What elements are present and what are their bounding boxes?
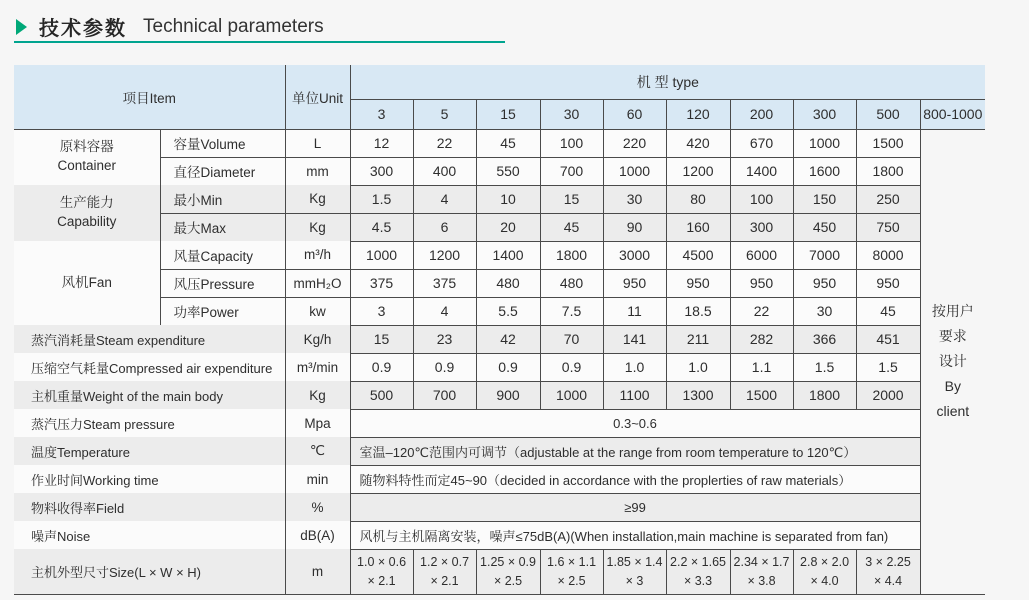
dimension-cell xyxy=(793,549,856,594)
table-row xyxy=(14,521,985,549)
unit-cell: % xyxy=(285,493,350,521)
value-cell: 375 xyxy=(413,269,476,297)
value-cell: 15 xyxy=(350,325,413,353)
value-cell: 1000 xyxy=(350,241,413,269)
header-item: 项目Item xyxy=(14,65,285,129)
group-label xyxy=(14,241,160,325)
value-cell: 30 xyxy=(793,297,856,325)
group-label xyxy=(14,185,160,241)
header-model: 3 xyxy=(350,99,413,129)
value-cell: 7.5 xyxy=(540,297,603,325)
value-cell: 900 xyxy=(476,381,540,409)
dimension-line: × 2.5 xyxy=(493,573,523,588)
unit-cell: mmH₂O xyxy=(285,269,350,297)
value-cell: 220 xyxy=(603,129,666,157)
value-cell: 1.5 xyxy=(856,353,920,381)
table-row xyxy=(14,241,985,269)
header-model: 15 xyxy=(476,99,540,129)
group-label-line: 原料容器 xyxy=(59,139,114,155)
unit-cell: ℃ xyxy=(285,437,350,465)
unit-cell: dB(A) xyxy=(285,521,350,549)
table-row xyxy=(14,409,985,437)
dimension-line: × 2.1 xyxy=(430,573,459,588)
dimension-line: 2.8 × 2.0 xyxy=(800,554,850,569)
side-note-line: 设计 xyxy=(938,353,967,369)
span-value-cell: 随物料特性而定45~90（decided in accordance with the proplerties of raw materials） xyxy=(350,465,920,493)
value-cell: 0.9 xyxy=(540,353,603,381)
value-cell: 950 xyxy=(666,269,730,297)
unit-cell: mm xyxy=(285,157,350,185)
row-label: 蒸汽压力Steam pressure xyxy=(14,409,285,437)
value-cell: 8000 xyxy=(856,241,920,269)
table-row xyxy=(14,353,985,381)
row-label: 物料收得率Field xyxy=(14,493,285,521)
dimension-cell xyxy=(350,549,413,594)
value-cell: 300 xyxy=(350,157,413,185)
row-label: 主机外型尺寸Size(L × W × H) xyxy=(14,549,285,594)
unit-cell: Kg xyxy=(285,213,350,241)
unit-cell: m xyxy=(285,549,350,594)
value-cell: 11 xyxy=(603,297,666,325)
value-cell: 1000 xyxy=(540,381,603,409)
row-label: 噪声Noise xyxy=(14,521,285,549)
value-cell: 6 xyxy=(413,213,476,241)
value-cell: 2000 xyxy=(856,381,920,409)
value-cell: 15 xyxy=(540,185,603,213)
value-cell: 141 xyxy=(603,325,666,353)
value-cell: 1600 xyxy=(793,157,856,185)
unit-cell: m³/min xyxy=(285,353,350,381)
side-note-line: 要求 xyxy=(938,328,967,344)
value-cell: 45 xyxy=(540,213,603,241)
header-unit: 单位Unit xyxy=(285,65,350,129)
unit-cell: Mpa xyxy=(285,409,350,437)
dimension-line: 1.6 × 1.1 xyxy=(547,554,597,569)
group-label-line: Capability xyxy=(57,214,117,229)
value-cell: 150 xyxy=(793,185,856,213)
header-row-top xyxy=(14,65,985,99)
dimension-cell xyxy=(603,549,666,594)
dimension-line: 1.85 × 1.4 xyxy=(606,554,663,569)
value-cell: 300 xyxy=(730,213,793,241)
table-row xyxy=(14,493,985,521)
dimension-line: × 3.3 xyxy=(683,573,713,588)
dimension-line: × 4.4 xyxy=(873,573,903,588)
value-cell: 23 xyxy=(413,325,476,353)
dimension-cell xyxy=(730,549,793,594)
span-value-cell: ≥99 xyxy=(350,493,920,521)
group-label-line: 风机Fan xyxy=(61,274,112,290)
value-cell: 1200 xyxy=(413,241,476,269)
value-cell: 480 xyxy=(476,269,540,297)
span-value-cell: 室温–120℃范围内可调节（adjustable at the range from room temperature to 120℃） xyxy=(350,437,920,465)
span-value-cell: 风机与主机隔离安装，噪声≤75dB(A)(When installation,main machine is separated from fan) xyxy=(350,521,920,549)
value-cell: 1.5 xyxy=(793,353,856,381)
row-label: 蒸汽消耗量Steam expenditure xyxy=(14,325,285,353)
value-cell: 3000 xyxy=(603,241,666,269)
dimension-cell xyxy=(476,549,540,594)
value-cell: 950 xyxy=(793,269,856,297)
value-cell: 700 xyxy=(540,157,603,185)
dimension-line: 2.34 × 1.7 xyxy=(733,554,790,569)
value-cell: 375 xyxy=(350,269,413,297)
value-cell: 1100 xyxy=(603,381,666,409)
row-label: 温度Temperature xyxy=(14,437,285,465)
value-cell: 750 xyxy=(856,213,920,241)
dimension-line: × 4.0 xyxy=(810,573,839,588)
value-cell: 90 xyxy=(603,213,666,241)
value-cell: 1200 xyxy=(666,157,730,185)
value-cell: 1800 xyxy=(793,381,856,409)
value-cell: 1.5 xyxy=(350,185,413,213)
row-label: 作业时间Working time xyxy=(14,465,285,493)
value-cell: 20 xyxy=(476,213,540,241)
value-cell: 950 xyxy=(730,269,793,297)
table-row xyxy=(14,129,985,157)
value-cell: 80 xyxy=(666,185,730,213)
value-cell: 1500 xyxy=(856,129,920,157)
value-cell: 22 xyxy=(730,297,793,325)
value-cell: 0.9 xyxy=(476,353,540,381)
dimension-cell xyxy=(666,549,730,594)
value-cell: 3 xyxy=(350,297,413,325)
value-cell: 451 xyxy=(856,325,920,353)
dimension-line: × 2.5 xyxy=(557,573,586,588)
header-model: 30 xyxy=(540,99,603,129)
dimension-line: × 3.8 xyxy=(747,573,776,588)
side-note-line: By xyxy=(944,378,961,394)
table-row xyxy=(14,381,985,409)
table-row xyxy=(14,213,985,241)
table-body xyxy=(14,129,985,594)
value-cell: 1400 xyxy=(730,157,793,185)
table-row xyxy=(14,297,985,325)
value-cell: 4500 xyxy=(666,241,730,269)
header-model: 120 xyxy=(666,99,730,129)
value-cell: 250 xyxy=(856,185,920,213)
header-model: 500 xyxy=(856,99,920,129)
value-cell: 400 xyxy=(413,157,476,185)
unit-cell: Kg/h xyxy=(285,325,350,353)
side-note xyxy=(920,129,985,594)
unit-cell: Kg xyxy=(285,381,350,409)
value-cell: 45 xyxy=(856,297,920,325)
value-cell: 450 xyxy=(793,213,856,241)
value-cell: 211 xyxy=(666,325,730,353)
group-label xyxy=(14,129,160,185)
value-cell: 4.5 xyxy=(350,213,413,241)
dimension-line: × 2.1 xyxy=(367,573,396,588)
row-label: 容量Volume xyxy=(160,129,285,157)
header-model: 300 xyxy=(793,99,856,129)
unit-cell: Kg xyxy=(285,185,350,213)
value-cell: 100 xyxy=(540,129,603,157)
dimension-line: 3 × 2.25 xyxy=(865,554,911,569)
value-cell: 22 xyxy=(413,129,476,157)
value-cell: 7000 xyxy=(793,241,856,269)
value-cell: 950 xyxy=(603,269,666,297)
table-row xyxy=(14,325,985,353)
unit-cell: L xyxy=(285,129,350,157)
group-label-line: 生产能力 xyxy=(59,195,114,211)
value-cell: 366 xyxy=(793,325,856,353)
value-cell: 480 xyxy=(540,269,603,297)
value-cell: 4 xyxy=(413,297,476,325)
dimension-cell xyxy=(856,549,920,594)
value-cell: 1400 xyxy=(476,241,540,269)
section-title-en: Technical parameters xyxy=(143,15,324,37)
group-label-line: Container xyxy=(57,158,117,174)
span-value-cell: 0.3~0.6 xyxy=(350,409,920,437)
value-cell: 500 xyxy=(350,381,413,409)
unit-cell: min xyxy=(285,465,350,493)
dimension-line: 1.0 × 0.6 xyxy=(357,554,407,569)
value-cell: 670 xyxy=(730,129,793,157)
table-row xyxy=(14,157,985,185)
table-row xyxy=(14,465,985,493)
table-row xyxy=(14,269,985,297)
value-cell: 6000 xyxy=(730,241,793,269)
value-cell: 282 xyxy=(730,325,793,353)
dimension-cell xyxy=(413,549,476,594)
row-label: 最大Max xyxy=(160,213,285,241)
value-cell: 1.0 xyxy=(666,353,730,381)
side-note-line: 按用户 xyxy=(931,303,974,319)
table-row xyxy=(14,185,985,213)
header-model: 60 xyxy=(603,99,666,129)
value-cell: 100 xyxy=(730,185,793,213)
row-label: 风量Capacity xyxy=(160,241,285,269)
section-bullet-icon xyxy=(16,19,27,35)
row-label: 压缩空气耗量Compressed air expenditure xyxy=(14,353,285,381)
value-cell: 45 xyxy=(476,129,540,157)
value-cell: 700 xyxy=(413,381,476,409)
unit-cell: kw xyxy=(285,297,350,325)
value-cell: 1.1 xyxy=(730,353,793,381)
value-cell: 42 xyxy=(476,325,540,353)
value-cell: 0.9 xyxy=(413,353,476,381)
row-label: 最小Min xyxy=(160,185,285,213)
value-cell: 1500 xyxy=(730,381,793,409)
value-cell: 420 xyxy=(666,129,730,157)
value-cell: 1800 xyxy=(856,157,920,185)
value-cell: 70 xyxy=(540,325,603,353)
parameters-table xyxy=(14,65,985,595)
value-cell: 1000 xyxy=(603,157,666,185)
value-cell: 0.9 xyxy=(350,353,413,381)
header-machine-type: 机 型 type xyxy=(350,65,985,99)
header-model: 5 xyxy=(413,99,476,129)
side-note-line: client xyxy=(936,403,970,419)
table-row xyxy=(14,549,985,594)
value-cell: 1000 xyxy=(793,129,856,157)
value-cell: 4 xyxy=(413,185,476,213)
header-model: 200 xyxy=(730,99,793,129)
value-cell: 1800 xyxy=(540,241,603,269)
value-cell: 5.5 xyxy=(476,297,540,325)
table-row xyxy=(14,437,985,465)
header-model: 800-1000 xyxy=(920,99,985,129)
title-underline xyxy=(14,41,505,43)
value-cell: 10 xyxy=(476,185,540,213)
dimension-line: × 3 xyxy=(625,573,644,588)
dimension-line: 2.2 × 1.65 xyxy=(670,554,726,569)
dimension-line: 1.25 × 0.9 xyxy=(480,554,536,569)
row-label: 风压Pressure xyxy=(160,269,285,297)
section-title-zh: 技术参数 xyxy=(39,18,127,40)
value-cell: 160 xyxy=(666,213,730,241)
row-label: 功率Power xyxy=(160,297,285,325)
value-cell: 12 xyxy=(350,129,413,157)
table-header xyxy=(14,65,985,129)
value-cell: 1300 xyxy=(666,381,730,409)
section-title xyxy=(16,12,324,41)
value-cell: 30 xyxy=(603,185,666,213)
value-cell: 550 xyxy=(476,157,540,185)
dimension-line: 1.2 × 0.7 xyxy=(420,554,470,569)
value-cell: 18.5 xyxy=(666,297,730,325)
row-label: 主机重量Weight of the main body xyxy=(14,381,285,409)
unit-cell: m³/h xyxy=(285,241,350,269)
value-cell: 1.0 xyxy=(603,353,666,381)
value-cell: 950 xyxy=(856,269,920,297)
row-label: 直径Diameter xyxy=(160,157,285,185)
dimension-cell xyxy=(540,549,603,594)
